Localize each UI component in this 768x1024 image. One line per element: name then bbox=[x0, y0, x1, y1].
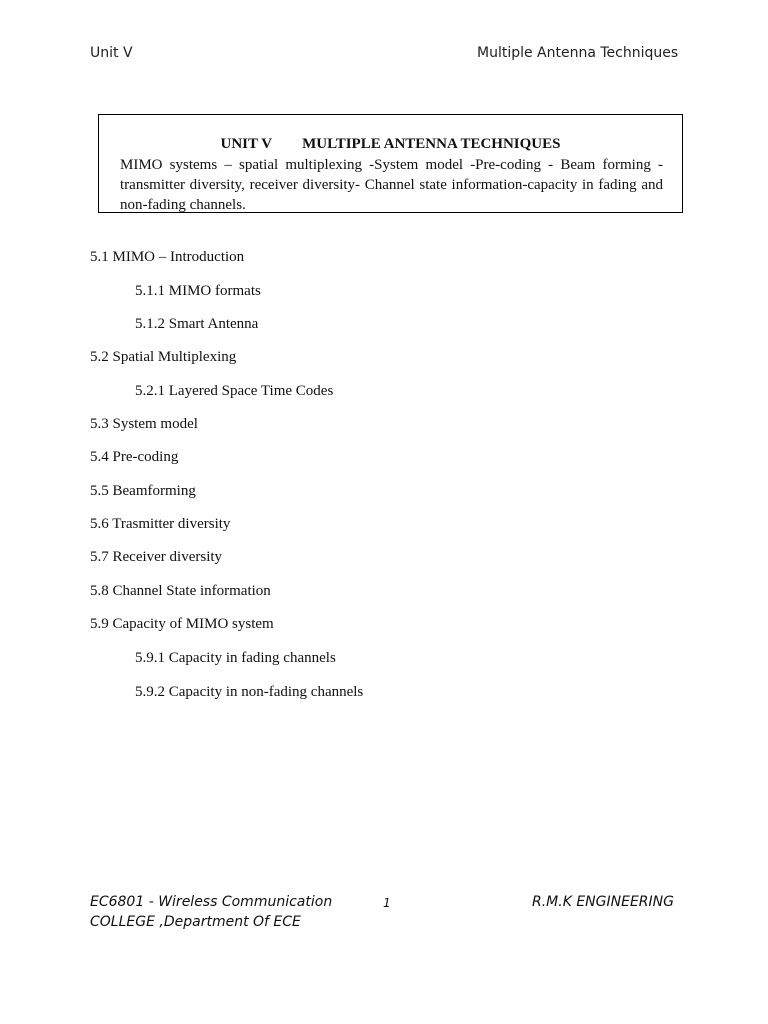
toc-item-5-5: 5.5 Beamforming bbox=[90, 483, 196, 499]
toc-item-5-8: 5.8 Channel State information bbox=[90, 583, 271, 599]
toc-item-5-3: 5.3 System model bbox=[90, 416, 198, 432]
toc-item-5-4: 5.4 Pre-coding bbox=[90, 449, 179, 465]
toc-item-5-6: 5.6 Trasmitter diversity bbox=[90, 516, 231, 532]
unit-title: MULTIPLE ANTENNA TECHNIQUES bbox=[302, 136, 561, 152]
toc-item-5-1-1: 5.1.1 MIMO formats bbox=[135, 283, 261, 299]
syllabus-box bbox=[98, 114, 683, 213]
footer-course: EC6801 - Wireless Communication bbox=[90, 894, 333, 910]
running-header-unit: Unit V bbox=[90, 45, 133, 61]
running-header-title: Multiple Antenna Techniques bbox=[477, 45, 679, 61]
toc-item-5-2: 5.2 Spatial Multiplexing bbox=[90, 349, 237, 365]
toc-item-5-9: 5.9 Capacity of MIMO system bbox=[90, 616, 274, 632]
toc-item-5-2-1: 5.2.1 Layered Space Time Codes bbox=[135, 383, 334, 399]
toc-item-5-9-2: 5.9.2 Capacity in non-fading channels bbox=[135, 684, 364, 700]
toc-item-5-1: 5.1 MIMO – Introduction bbox=[90, 249, 245, 265]
footer-page-number: 1 bbox=[383, 896, 391, 910]
toc-item-5-9-1: 5.9.1 Capacity in fading channels bbox=[135, 650, 336, 666]
toc-item-5-7: 5.7 Receiver diversity bbox=[90, 549, 223, 565]
toc-item-5-1-2: 5.1.2 Smart Antenna bbox=[135, 316, 259, 332]
footer-college-line-2: COLLEGE ,Department Of ECE bbox=[90, 914, 301, 930]
unit-heading bbox=[99, 135, 682, 154]
unit-label: UNIT V bbox=[220, 136, 273, 152]
syllabus-description: MIMO systems – spatial multiplexing -System model -Pre-coding - Beam forming - transmitter diversity, receiver diversity- Channel state information-capacity in fading and non-fading channels. bbox=[120, 157, 663, 213]
footer-college-line-1: R.M.K ENGINEERING bbox=[532, 894, 674, 910]
